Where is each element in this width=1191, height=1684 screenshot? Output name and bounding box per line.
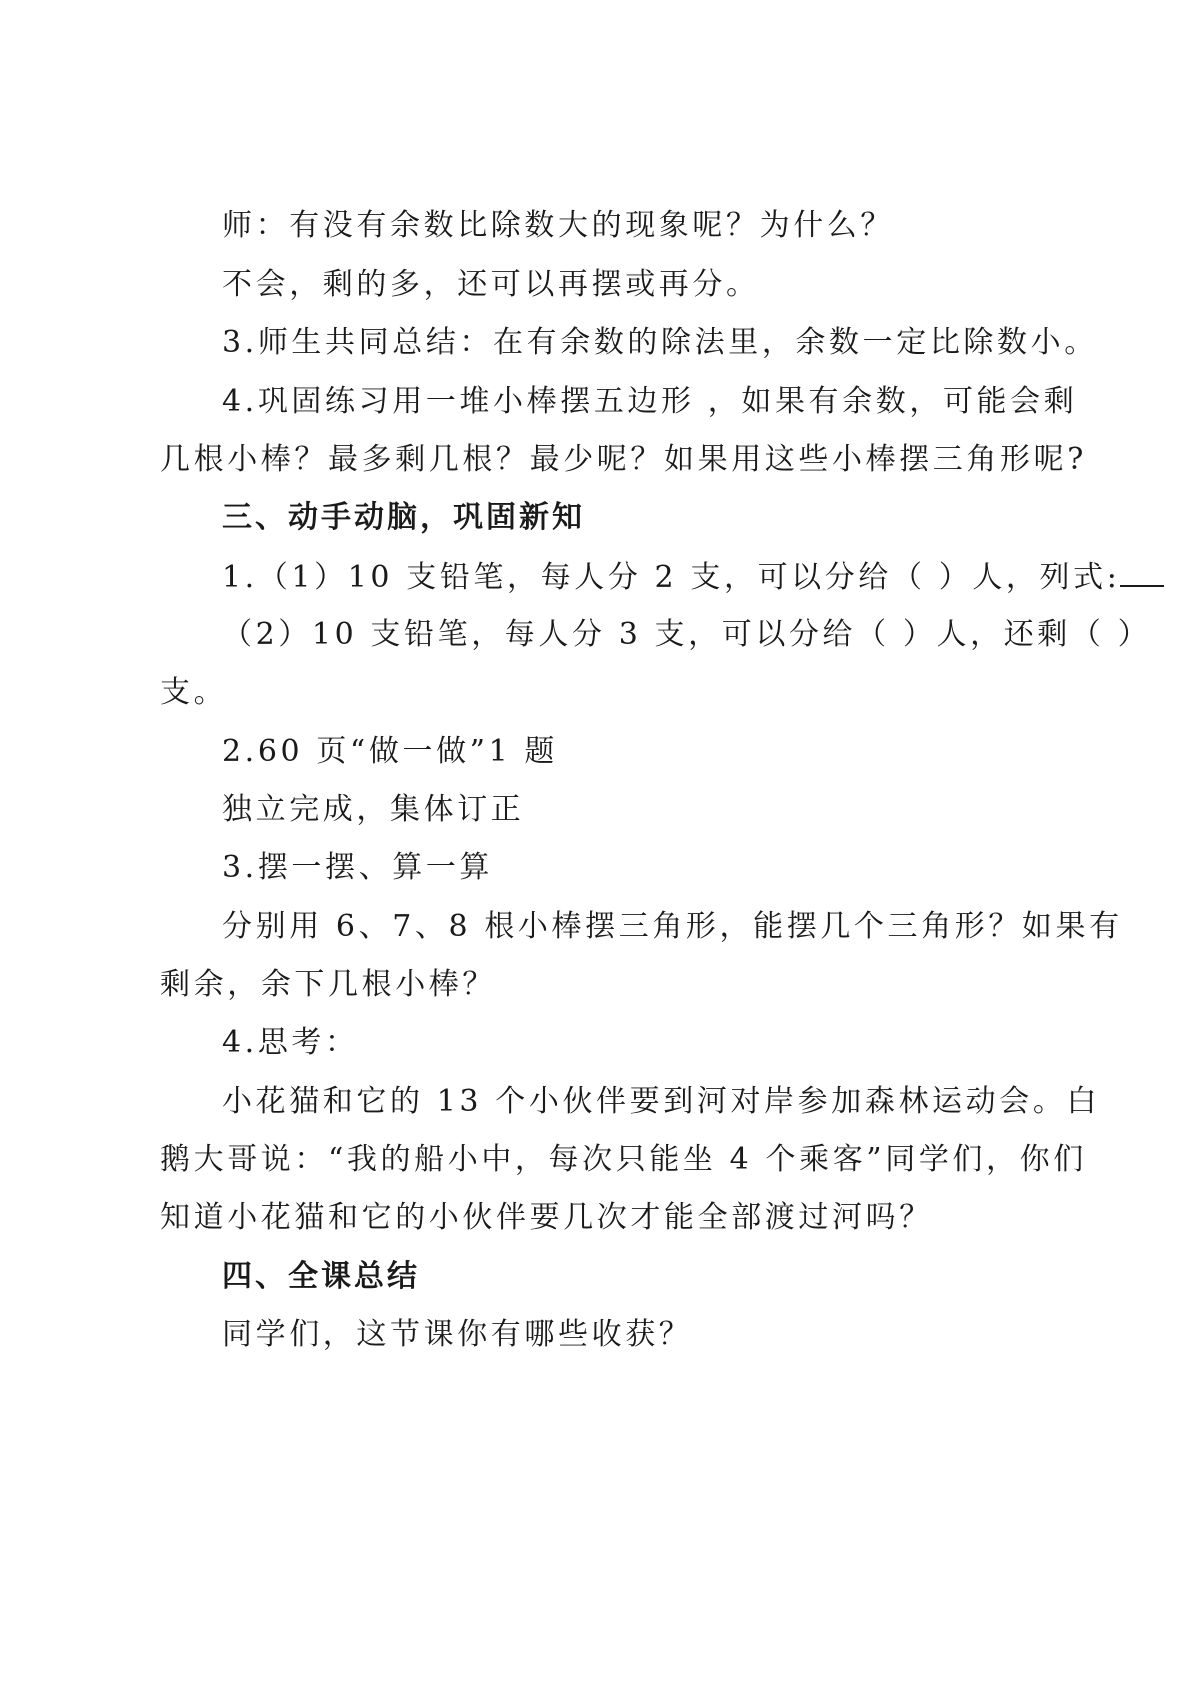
paragraph-practice-line1: 4.巩固练习用一堆小棒摆五边形 ，如果有余数，可能会剩 [222, 384, 1078, 419]
answer-blank [1120, 557, 1164, 587]
closing-question: 同学们，这节课你有哪些收获？ [222, 1317, 693, 1352]
paragraph-teacher-question: 师：有没有余数比除数大的现象呢？为什么？ [222, 208, 894, 243]
section-heading-4: 四、全课总结 [222, 1259, 420, 1294]
paragraph-answer: 不会，剩的多，还可以再摆或再分。 [222, 267, 760, 302]
exercise-4-line3: 知道小花猫和它的小伙伴要几次才能全部渡过河吗？ [160, 1200, 933, 1235]
exercise-1-part-2: （2）10 支铅笔，每人分 3 支，可以分给（ ）人，还剩（ ） [222, 617, 1152, 652]
exercise-3-title: 3.摆一摆、算一算 [222, 850, 494, 885]
exercise-3-line2: 剩余，余下几根小棒？ [160, 967, 496, 1002]
exercise-3-line1: 分别用 6、7、8 根小棒摆三角形，能摆几个三角形？如果有 [222, 909, 1123, 944]
exercise-2-instruction: 独立完成，集体订正 [222, 792, 525, 827]
exercise-4-line2: 鹅大哥说：“我的船小中，每次只能坐 4 个乘客”同学们，你们 [160, 1142, 1087, 1177]
paragraph-summary: 3.师生共同总结：在有余数的除法里，余数一定比除数小。 [222, 325, 1098, 360]
exercise-4-title: 4.思考： [222, 1025, 359, 1060]
exercise-4-line1: 小花猫和它的 13 个小伙伴要到河对岸参加森林运动会。白 [222, 1084, 1101, 1119]
exercise-1-part-1 [222, 557, 1164, 598]
exercise-1-part-1-text: 1.（1）10 支铅笔，每人分 2 支，可以分给（ ）人，列式: [222, 560, 1121, 595]
exercise-1-part-2-end: 支。 [160, 675, 228, 710]
exercise-2: 2.60 页“做一做”1 题 [222, 734, 559, 769]
paragraph-practice-line2: 几根小棒？最多剩几根？最少呢？如果用这些小棒摆三角形呢? [160, 442, 1087, 477]
section-heading-3: 三、动手动脑，巩固新知 [222, 500, 585, 535]
